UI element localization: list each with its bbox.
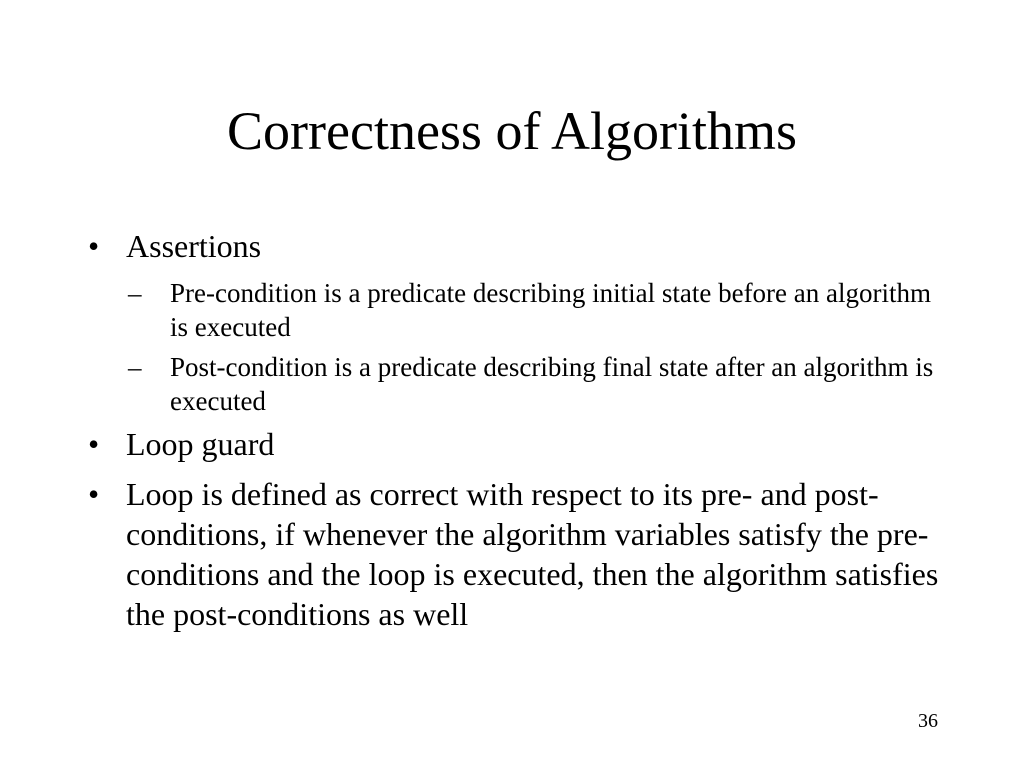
sub-bullet-text: Pre-condition is a predicate describing initial state before an algorithm is executed <box>170 278 931 342</box>
slide-content <box>88 226 948 644</box>
sub-bullet-post-condition <box>128 350 948 418</box>
sub-bullet-marker: – <box>128 352 142 382</box>
bullet-text: Loop guard <box>126 426 275 462</box>
bullet-text: Loop is defined as correct with respect to its pre- and post- conditions, if whenever the algorithm variables satisfy the pre-conditions and the loop is executed, then the algorithm satisfies the post-conditions as well <box>126 476 939 632</box>
bullet-marker: • <box>88 426 100 462</box>
slide-title: Correctness of Algorithms <box>227 101 797 161</box>
bullet-text: Assertions <box>126 228 262 264</box>
bullet-assertions <box>88 226 948 266</box>
bullet-loop-correctness <box>88 474 948 634</box>
sub-bullet-marker: – <box>128 278 142 308</box>
slide-number: 36 <box>918 710 938 732</box>
bullet-loop-guard <box>88 424 948 464</box>
sub-bullet-text: Post-condition is a predicate describing final state after an algorithm is executed <box>170 352 934 416</box>
bullet-marker: • <box>88 476 100 512</box>
sub-bullet-pre-condition <box>128 276 948 344</box>
bullet-marker: • <box>88 228 100 264</box>
